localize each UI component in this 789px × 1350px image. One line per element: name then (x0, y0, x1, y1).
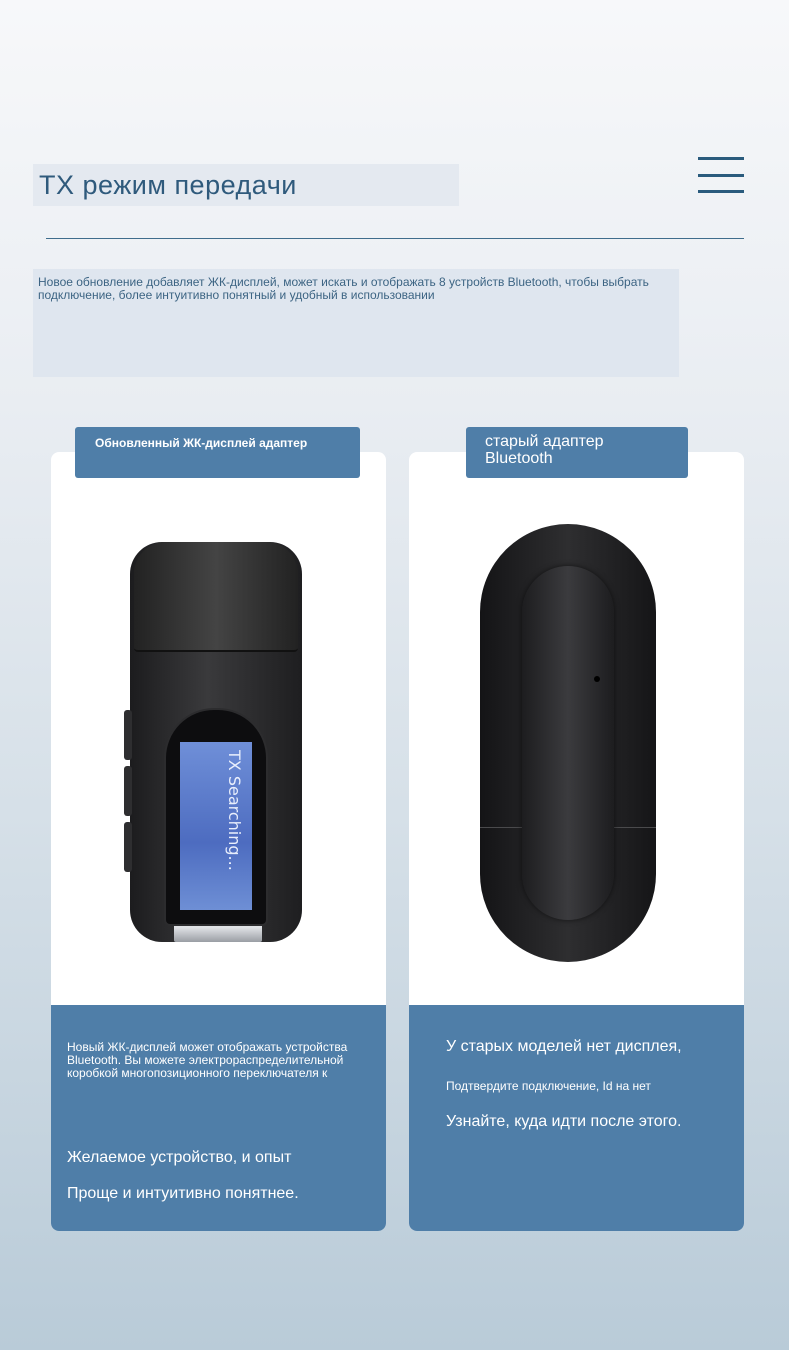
lcd-desc-small: Новый ЖК-дисплей может отображать устройства Bluetooth. Вы можете электрораспределительной коробкой многопозиционного переключателя к (67, 1040, 348, 1080)
lcd-adapter-description (51, 1005, 386, 1231)
page-title: TX режим передачи (39, 170, 297, 200)
old-adapter-card (409, 452, 744, 1231)
divider (46, 238, 744, 239)
lcd-screen (180, 742, 252, 910)
lcd-adapter-image (130, 542, 302, 942)
intro-box (33, 269, 679, 377)
old-adapter-image (480, 524, 656, 962)
old-desc-line1: У старых моделей нет дисплея, (446, 1038, 682, 1055)
old-adapter-description (409, 1005, 744, 1231)
title-box (33, 164, 459, 206)
lcd-adapter-label: Обновленный ЖК-дисплей адаптер (75, 427, 360, 478)
intro-text: Новое обновление добавляет ЖК-дисплей, может искать и отображать 8 устройств Bluetooth, чтобы выбрать подключение, более интуитивно понятный и удобный в использовании (38, 275, 649, 302)
lcd-desc-line1: Желаемое устройство, и опыт (67, 1149, 292, 1166)
lcd-screen-text: TX Searching... (225, 750, 244, 871)
old-desc-line2: Узнайте, куда идти после этого. (446, 1113, 682, 1130)
old-desc-small: Подтвердите подключение, Id на нет (446, 1079, 651, 1093)
lcd-desc-line2: Проще и интуитивно понятнее. (67, 1185, 299, 1202)
old-adapter-label: старый адаптер Bluetooth (466, 427, 688, 478)
menu-icon[interactable] (698, 157, 744, 195)
lcd-adapter-card (51, 452, 386, 1231)
